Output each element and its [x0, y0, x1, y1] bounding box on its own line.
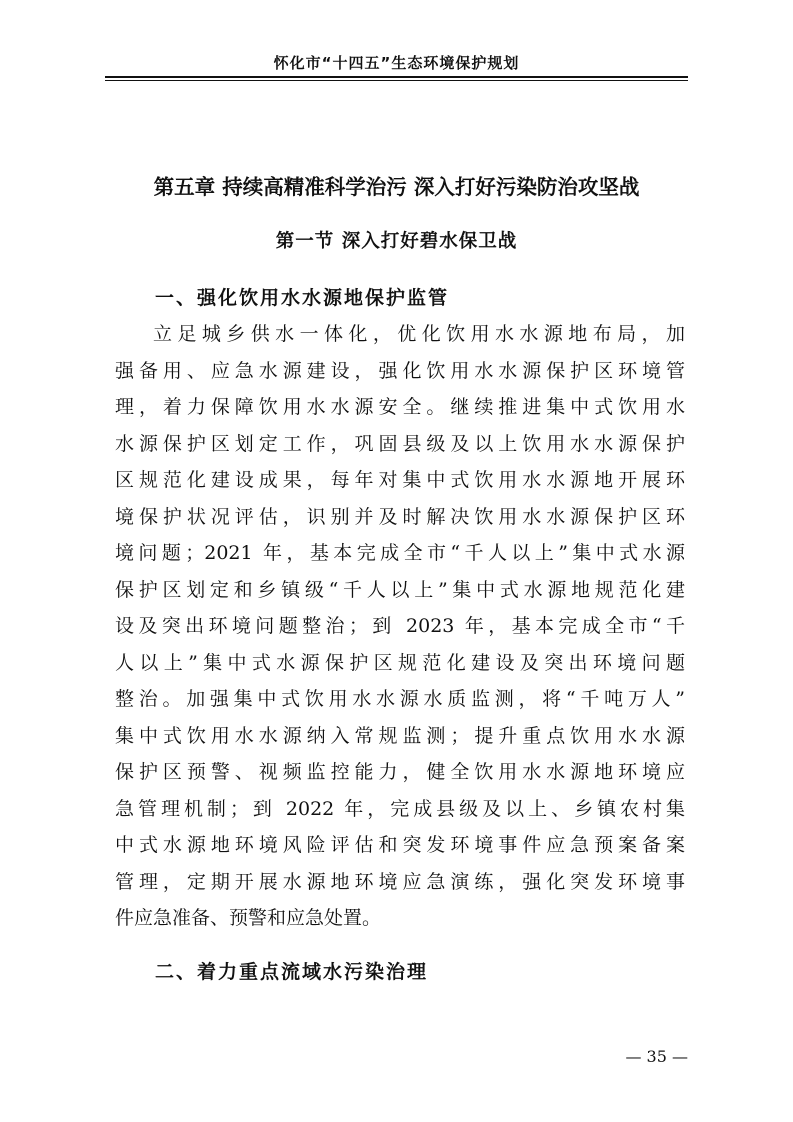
- paragraph-line: 理，着力保障饮用水水源安全。继续推进集中式饮用水: [115, 396, 685, 418]
- paragraph-line: 水源保护区划定工作，巩固县级及以上饮用水水源保护: [115, 432, 685, 455]
- chapter-title: 第五章 持续高精准科学治污 深入打好污染防治攻坚战: [153, 175, 640, 199]
- subsection-heading-1: 一、强化饮用水水源地保护监管: [155, 287, 450, 309]
- page-number: — 35 —: [625, 1047, 688, 1066]
- paragraph-line: 设及突出环境问题整治；到 2023 年，基本完成全市“千: [115, 615, 685, 637]
- subsection-heading-2: 二、着力重点流域水污染治理: [155, 961, 429, 983]
- paragraph-line: 区规范化建设成果，每年对集中式饮用水水源地开展环: [115, 469, 685, 491]
- paragraph-line: 管理，定期开展水源地环境应急演练，强化突发环境事: [115, 870, 685, 893]
- paragraph-line: 集中式饮用水水源纳入常规监测；提升重点饮用水水源: [115, 724, 685, 747]
- paragraph-line: 保护区划定和乡镇级“千人以上”集中式水源地规范化建: [115, 578, 685, 601]
- paragraph-line: 整治。加强集中式饮用水水源水质监测，将“千吨万人”: [115, 688, 685, 710]
- paragraph-line: 境保护状况评估，识别并及时解决饮用水水源保护区环: [115, 505, 685, 528]
- paragraph-line: 立足城乡供水一体化，优化饮用水水源地布局，加: [153, 323, 685, 345]
- section-title: 第一节 深入打好碧水保卫战: [275, 231, 518, 252]
- paragraph-line: 境问题；2021 年，基本完成全市“千人以上”集中式水源: [115, 542, 685, 564]
- paragraph-line: 中式水源地环境风险评估和突发环境事件应急预案备案: [115, 834, 685, 856]
- paragraph-line: 强备用、应急水源建设，强化饮用水水源保护区环境管: [115, 359, 685, 382]
- header-rule: [105, 76, 688, 81]
- paragraph-line: 件应急准备、预警和应急处置。: [115, 907, 382, 929]
- paragraph-line: 急管理机制；到 2022 年，完成县级及以上、乡镇农村集: [115, 797, 685, 820]
- body-paragraph: [115, 316, 685, 937]
- paragraph-line: 保护区预警、视频监控能力，健全饮用水水源地环境应: [115, 761, 685, 783]
- running-header: 怀化市“十四五”生态环境保护规划: [273, 54, 520, 72]
- paragraph-line: 人以上”集中式水源保护区规范化建设及突出环境问题: [115, 651, 685, 674]
